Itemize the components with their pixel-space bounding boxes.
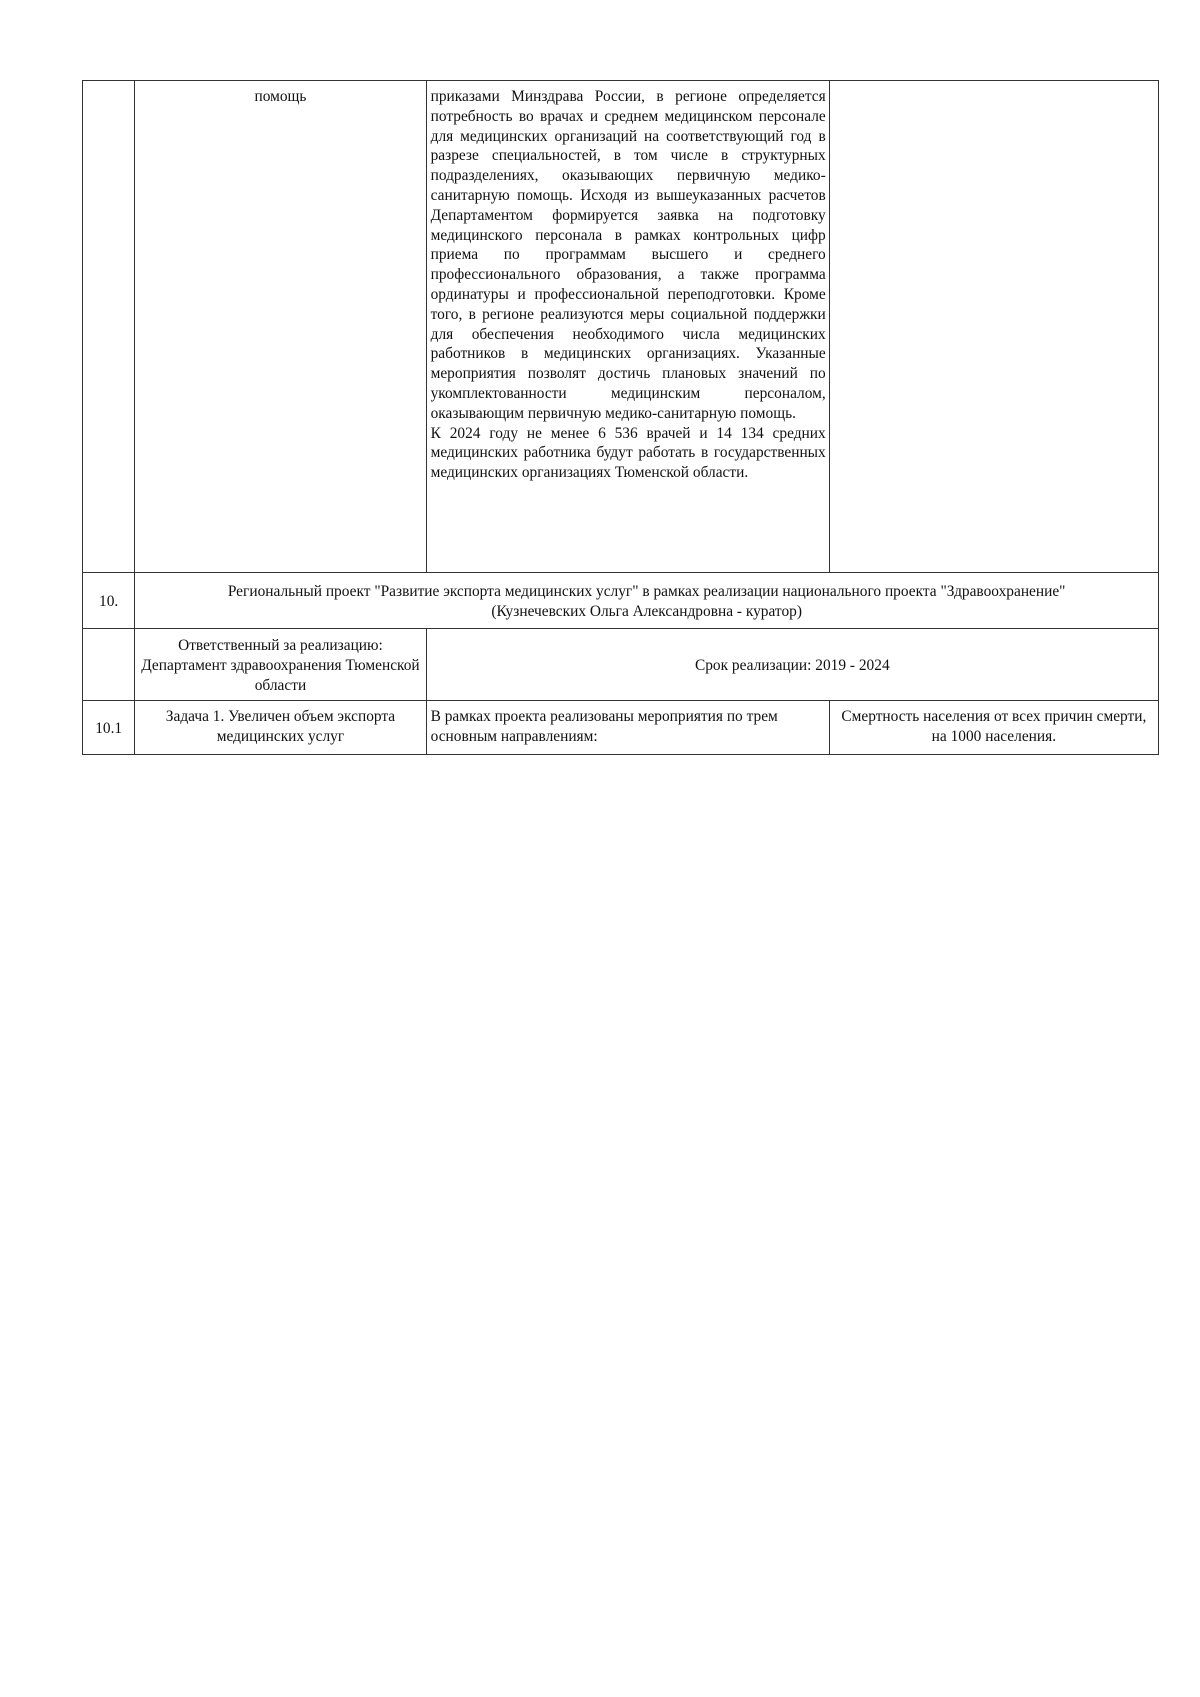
table-row [83,573,1159,629]
row-number-cell [83,81,135,573]
table-row [83,629,1159,701]
project-title: Региональный проект "Развитие экспорта медицинских услуг" в рамках реализации национального проекта "Здравоохранение" [227,583,1066,601]
description-cell [426,81,829,573]
task-cell: Задача 1. Увеличен объем экспорта медицинских услуг [135,701,426,755]
row-number-cell: 10.1 [83,701,135,755]
task-cell: помощь [135,81,426,573]
period-cell: Срок реализации: 2019 - 2024 [426,629,1158,701]
table-row [83,81,1159,573]
document-table [82,80,1159,755]
responsible-cell: Ответственный за реализацию: Департамент здравоохранения Тюменской области [135,629,426,701]
description-cell: В рамках проекта реализованы мероприятия по трем основным направлениям: [426,701,829,755]
row-number-cell [83,629,135,701]
description-paragraph: К 2024 году не менее 6 536 врачей и 14 134 средних медицинских работника будут работать в государственных медицинских организациях Тюменской области. [430,424,826,482]
description-paragraph: приказами Минздрава России, в регионе определяется потребность во врачах и среднем медицинском персонале для медицинских организаций на соответствующий год в разрезе специальностей, в том числе в структурных подразделениях, оказывающих первичную медико-санитарную помощь. Исходя из вышеуказанных расчетов Департаментом формируется заявка на подготовку медицинского персонала в рамках контрольных цифр приема по программам высшего и среднего профессионального образования, а также программа ординатуры и профессиональной переподготовки. Кроме того, в регионе реализуются меры социальной поддержки для обеспечения необходимого числа медицинских работников в медицинских организациях. Указанные мероприятия позволят достичь плановых значений по укомплектованности медицинским персоналом, оказывающим первичную медико-санитарную помощь. [430,88,826,422]
indicator-cell [829,81,1158,573]
table-row [83,701,1159,755]
indicator-cell: Смертность населения от всех причин смерти, на 1000 населения. [829,701,1158,755]
row-number-cell: 10. [83,573,135,629]
project-curator: (Кузнечевских Ольга Александровна - куратор) [491,603,802,620]
project-title-cell [135,573,1159,629]
